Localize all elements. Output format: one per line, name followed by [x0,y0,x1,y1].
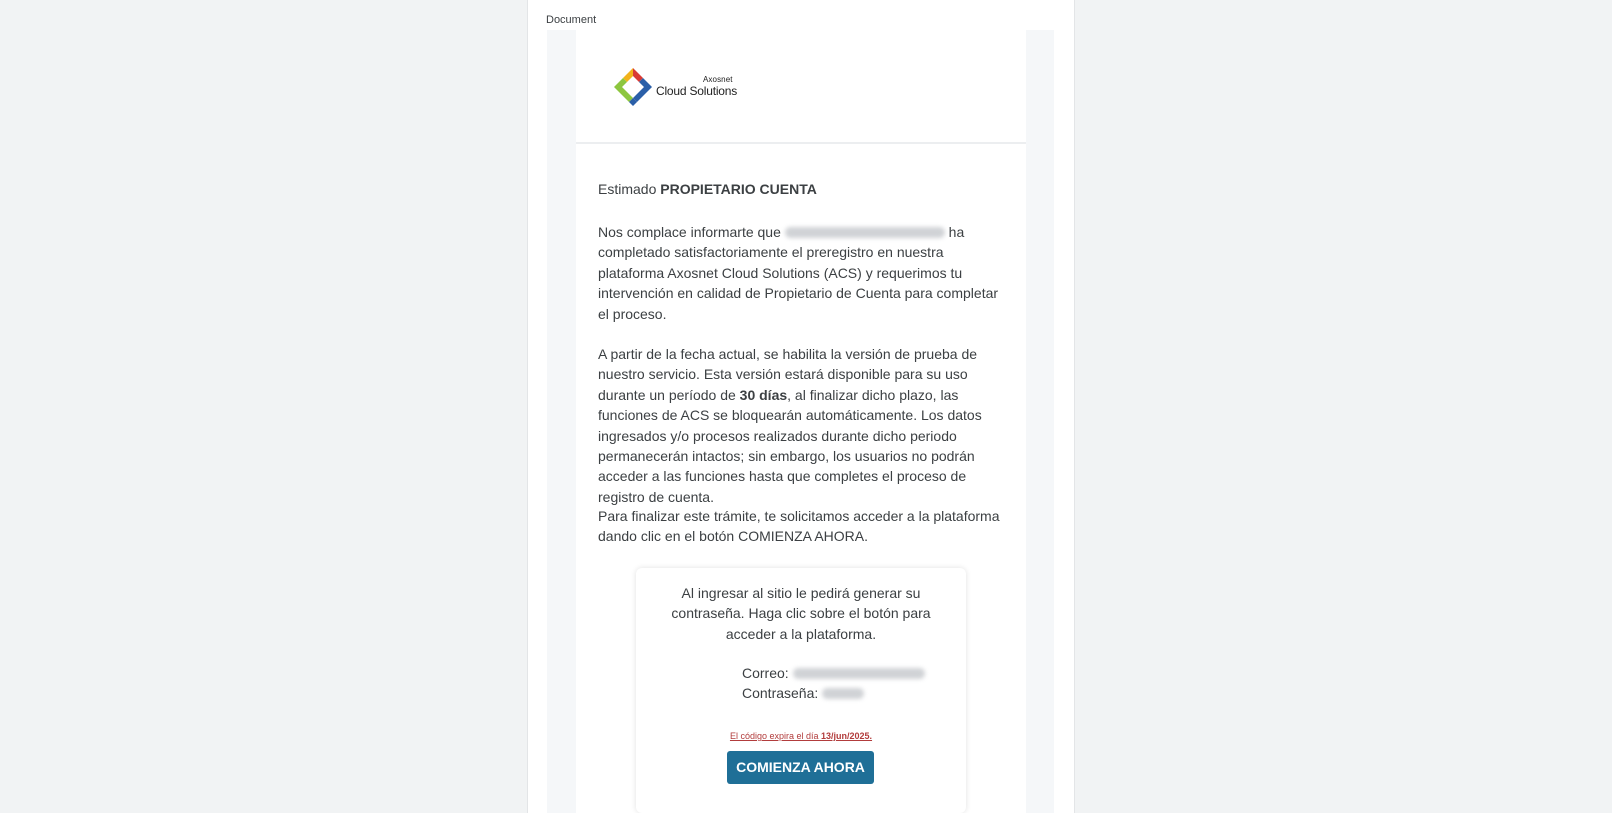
trial-period: 30 días [739,386,788,403]
code-expiry-note [636,731,966,741]
start-now-button[interactable]: COMIENZA AHORA [727,751,874,784]
email-card [576,30,1026,813]
credential-password [742,685,864,701]
instructions-text: Al ingresar al sitio le pedirá generar su contraseña. Haga clic sobre el botón para acceder a la plataforma. [671,585,931,642]
redacted-email [785,227,945,238]
logo-mark-icon [612,66,654,108]
redacted-password [822,688,864,699]
credential-email [742,665,925,681]
logo-brand-small: Axosnet [703,75,733,84]
document-label: Document [546,14,597,26]
paragraph-intro-end: ha completado satisfactoriamente el preregistro en nuestra plataforma Axosnet Cloud Solutions (ACS) y requerimos tu intervención en calidad de Propietario de Cuenta para completar el proceso. [598,224,999,322]
paragraph-intro-start: Nos complace informarte que [598,224,785,240]
logo-brand-title: Cloud Solutions [656,84,738,98]
email-header [576,30,1026,144]
paragraph-trial-start: A partir de la fecha actual, se habilita la versión de prueba de nuestro servicio. Esta versión estará disponible para su uso durante un período de [598,346,978,403]
greeting-prefix: Estimado [598,181,661,197]
paragraph-trial [598,344,1003,507]
paragraph-intro [598,222,1003,324]
axosnet-logo [612,66,742,108]
instructions-box [636,568,966,813]
expiry-prefix: El código expira el día [729,731,822,741]
password-label: Contraseña: [742,685,819,701]
paragraph-trial-end: , al finalizar dicho plazo, las funciones de ACS se bloquearán automáticamente. Los datos ingresados y/o procesos realizados durante dicho periodo permanecerán intactos; sin embargo, los usuarios no podrán acceder a las funciones hasta que completes el proceso de registro de cuenta. [598,386,982,505]
greeting [598,179,1003,199]
paragraph-finalize: Para finalizar este trámite, te solicitamos acceder a la plataforma dando clic en el botón COMIENZA AHORA. [598,508,1000,545]
greeting-name: PROPIETARIO CUENTA [660,181,817,197]
redacted-login-email [793,668,925,679]
email-label: Correo: [742,665,789,681]
expiry-date: 13/jun/2025. [821,731,873,741]
